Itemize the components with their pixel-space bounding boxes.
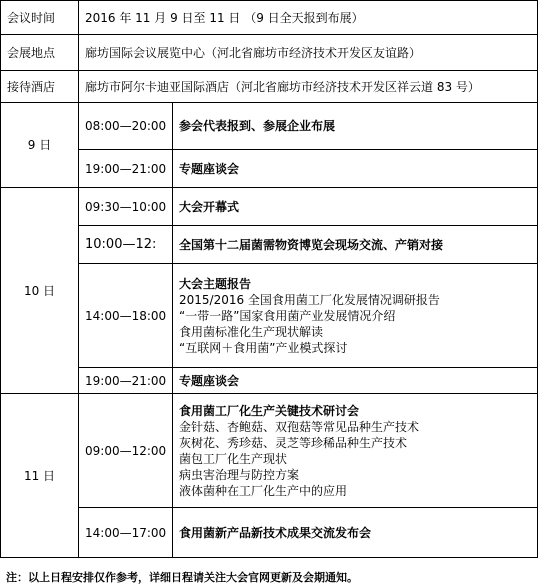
day-label: 10 日 <box>1 188 79 394</box>
session-title: 参会代表报到、参展企业布展 <box>173 103 538 150</box>
table-row <box>1 188 538 226</box>
table-row <box>1 368 538 394</box>
session-time: 14:00—17:00 <box>79 508 173 558</box>
list-item: 液体菌种在工厂化生产中的应用 <box>179 483 348 498</box>
session-time: 09:00—12:00 <box>79 394 173 508</box>
hotel-value: 廊坊市阿尔卡迪亚国际酒店（河北省廊坊市经济技术开发区祥云道 83 号） <box>79 71 538 103</box>
session-title: 专题座谈会 <box>173 368 538 394</box>
table-row <box>1 394 538 508</box>
hotel-row <box>1 71 538 103</box>
table-row <box>1 264 538 368</box>
meeting-time-row <box>1 1 538 35</box>
day-label: 9 日 <box>1 103 79 188</box>
hotel-label: 接待酒店 <box>1 71 79 103</box>
session-title: 大会主题报告 <box>179 276 252 291</box>
session-title: 大会开幕式 <box>173 188 538 226</box>
session-time: 10:00—12: <box>79 226 173 264</box>
venue-label: 会展地点 <box>1 35 79 71</box>
session-time: 19:00—21:00 <box>79 150 173 188</box>
list-item: 食用菌标准化生产现状解读 <box>179 324 324 339</box>
list-item: 2015/2016 全国食用菌工厂化发展情况调研报告 <box>179 292 440 307</box>
venue-value: 廊坊国际会议展览中心（河北省廊坊市经济技术开发区友谊路） <box>79 35 538 71</box>
session-time: 08:00—20:00 <box>79 103 173 150</box>
venue-row <box>1 35 538 71</box>
session-title: 食用菌新产品新技术成果交流发布会 <box>173 508 538 558</box>
meeting-time-value: 2016 年 11 月 9 日至 11 日 （9 日全天报到布展） <box>79 1 538 35</box>
footnote: 注：以上日程安排仅作参考，详细日程请关注大会官网更新及会期通知。 <box>6 571 358 584</box>
session-title: 食用菌工厂化生产关键技术研讨会 <box>179 403 360 418</box>
list-item: 灰树花、秀珍菇、灵芝等珍稀品种生产技术 <box>179 435 408 450</box>
session-detail <box>173 394 538 508</box>
table-row <box>1 508 538 558</box>
session-title: 专题座谈会 <box>173 150 538 188</box>
list-item: 金针菇、杏鲍菇、双孢菇等常见品种生产技术 <box>179 419 420 434</box>
session-time: 14:00—18:00 <box>79 264 173 368</box>
table-row <box>1 150 538 188</box>
session-detail <box>173 264 538 368</box>
table-row <box>1 103 538 150</box>
table-row <box>1 226 538 264</box>
list-item: “互联网＋食用菌”产业模式探讨 <box>179 340 348 355</box>
list-item: 菌包工厂化生产现状 <box>179 451 288 466</box>
day-label: 11 日 <box>1 394 79 558</box>
session-title: 全国第十二届菌需物资博览会现场交流、产销对接 <box>173 226 538 264</box>
session-time: 19:00—21:00 <box>79 368 173 394</box>
list-item: 病虫害治理与防控方案 <box>179 467 300 482</box>
meeting-time-label: 会议时间 <box>1 1 79 35</box>
session-time: 09:30—10:00 <box>79 188 173 226</box>
list-item: “一带一路”国家食用菌产业发展情况介绍 <box>179 308 396 323</box>
